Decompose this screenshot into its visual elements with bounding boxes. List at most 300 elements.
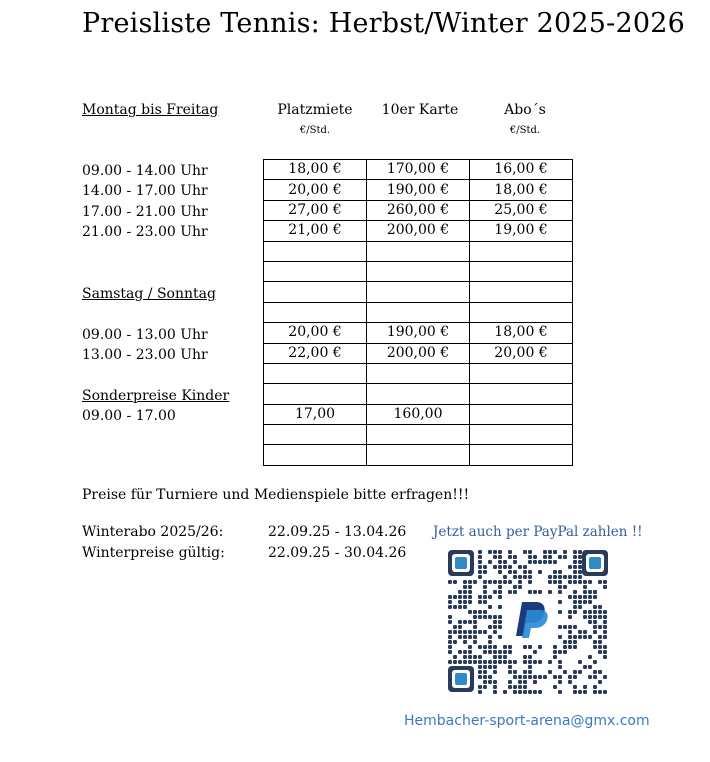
row-label-kids-1: 09.00 - 17.00 [82,408,176,424]
qr-module [473,580,477,584]
table-cell [264,384,367,404]
table-cell: 22,00 € [264,343,367,363]
qr-module [553,675,557,679]
qr-module [593,620,597,624]
qr-module [488,595,492,599]
qr-module [503,580,507,584]
qr-module [488,615,492,619]
qr-module [603,630,607,634]
qr-module [533,650,537,654]
qr-module [478,630,482,634]
table-row [264,261,573,281]
qr-module [598,580,602,584]
qr-module [468,610,472,614]
table-row [264,282,573,302]
qr-module [548,575,552,579]
qr-module [528,590,532,594]
qr-module [513,670,517,674]
table-cell: 18,00 € [470,180,573,200]
qr-module [503,565,507,569]
qr-module [598,645,602,649]
qr-module [463,580,467,584]
qr-module [513,685,517,689]
qr-module [488,625,492,629]
qr-module [583,690,587,694]
qr-module [523,550,527,554]
qr-module [488,550,492,554]
qr-module [573,590,577,594]
qr-module [508,665,512,669]
qr-module [488,650,492,654]
qr-module [568,575,572,579]
qr-module [488,675,492,679]
qr-module [463,590,467,594]
qr-module [568,610,572,614]
qr-module [483,665,487,669]
column-header-platzmiete: Platzmiete [277,102,353,118]
qr-module [553,650,557,654]
table-cell: 170,00 € [367,160,470,180]
qr-module [573,600,577,604]
qr-module [473,625,477,629]
qr-module [538,675,542,679]
qr-module [523,680,527,684]
qr-module [478,555,482,559]
qr-module [468,620,472,624]
qr-module [523,685,527,689]
qr-module [563,585,567,589]
qr-module [498,580,502,584]
table-cell [470,384,573,404]
qr-module [463,605,467,609]
qr-module [528,665,532,669]
qr-module [493,620,497,624]
qr-module [598,640,602,644]
qr-module [593,615,597,619]
qr-module [478,690,482,694]
qr-module [593,595,597,599]
qr-module [553,575,557,579]
qr-module [573,555,577,559]
qr-module [548,550,552,554]
qr-module [493,615,497,619]
qr-module [528,580,532,584]
qr-module [573,595,577,599]
qr-module [533,675,537,679]
qr-module [458,660,462,664]
qr-module [463,635,467,639]
qr-module [498,590,502,594]
qr-module [593,670,597,674]
qr-module [468,650,472,654]
qr-module [468,655,472,659]
qr-module [483,610,487,614]
qr-module [588,610,592,614]
qr-module [453,580,457,584]
row-label-weekend-1: 09.00 - 13.00 Uhr [82,327,208,343]
qr-module [558,660,562,664]
qr-module [483,590,487,594]
qr-module [478,660,482,664]
qr-module [558,585,562,589]
qr-module [548,555,552,559]
table-cell [470,445,573,465]
table-row [264,404,573,424]
qr-module [458,635,462,639]
table-cell [264,261,367,281]
qr-module [513,575,517,579]
qr-module [548,560,552,564]
qr-module [543,555,547,559]
qr-module [493,660,497,664]
qr-module [453,630,457,634]
qr-module [488,560,492,564]
table-row [264,445,573,465]
qr-module [478,570,482,574]
qr-module [498,595,502,599]
qr-module [483,615,487,619]
table-cell [367,384,470,404]
table-cell [470,404,573,424]
qr-module [583,590,587,594]
qr-finder-top-right-icon [582,550,608,576]
qr-module [453,625,457,629]
qr-module [518,565,522,569]
row-label-weekday-1: 09.00 - 14.00 Uhr [82,163,208,179]
qr-module [498,605,502,609]
qr-module [578,600,582,604]
qr-module [463,600,467,604]
qr-module [508,550,512,554]
qr-module [603,645,607,649]
qr-module [593,590,597,594]
winterpreise-dates: 22.09.25 - 30.04.26 [268,545,407,561]
qr-module [573,675,577,679]
qr-module [578,670,582,674]
table-cell [367,363,470,383]
qr-module [453,660,457,664]
qr-module [518,585,522,589]
qr-module [603,635,607,639]
qr-module [598,650,602,654]
table-cell [367,445,470,465]
qr-module [483,670,487,674]
qr-module [598,690,602,694]
qr-module [523,690,527,694]
qr-module [573,550,577,554]
qr-module [448,645,452,649]
table-cell [367,425,470,445]
qr-module [478,600,482,604]
qr-module [528,690,532,694]
qr-module [493,650,497,654]
qr-module [463,650,467,654]
table-cell [264,445,367,465]
qr-module [498,655,502,659]
contact-email: Hembacher-sport-arena@gmx.com [404,713,650,729]
qr-module [493,565,497,569]
qr-module [483,650,487,654]
qr-module [478,575,482,579]
qr-module [508,670,512,674]
table-cell [470,363,573,383]
table-row [264,302,573,322]
qr-module [573,565,577,569]
qr-module [468,600,472,604]
qr-module [578,660,582,664]
qr-module [498,550,502,554]
qr-module [518,680,522,684]
qr-module [503,645,507,649]
qr-module [543,675,547,679]
qr-module [448,580,452,584]
table-cell [470,282,573,302]
qr-module [548,660,552,664]
qr-module [493,670,497,674]
qr-module [453,605,457,609]
qr-module [478,665,482,669]
qr-module [603,610,607,614]
qr-module [578,550,582,554]
qr-module [513,660,517,664]
qr-module [483,685,487,689]
qr-module [478,685,482,689]
qr-module [558,680,562,684]
qr-module [473,615,477,619]
qr-module [483,580,487,584]
qr-module [543,560,547,564]
paypal-note: Jetzt auch per PayPal zahlen !! [433,524,643,540]
table-cell [470,425,573,445]
qr-module [498,570,502,574]
qr-module [518,675,522,679]
table-row [264,384,573,404]
qr-module [508,580,512,584]
table-row [264,180,573,200]
qr-module [513,555,517,559]
qr-module [493,580,497,584]
qr-module [568,640,572,644]
qr-module [603,580,607,584]
qr-module [448,605,452,609]
qr-module [448,630,452,634]
qr-module [473,620,477,624]
qr-module [458,630,462,634]
table-cell [264,425,367,445]
qr-module [493,685,497,689]
qr-module [498,555,502,559]
qr-module [573,635,577,639]
qr-module [498,585,502,589]
qr-module [573,610,577,614]
qr-module [473,655,477,659]
table-cell [264,241,367,261]
qr-module [558,570,562,574]
qr-module [453,595,457,599]
qr-module [563,550,567,554]
qr-module [508,680,512,684]
table-row [264,160,573,180]
qr-module [523,660,527,664]
qr-module [598,610,602,614]
qr-module [568,630,572,634]
qr-module [553,560,557,564]
qr-module [513,590,517,594]
qr-module [553,580,557,584]
qr-module [503,690,507,694]
qr-module [573,670,577,674]
qr-module [603,585,607,589]
qr-module [498,635,502,639]
qr-module [493,625,497,629]
qr-module [593,685,597,689]
unit-platzmiete: €/Std. [299,125,331,136]
qr-module [568,675,572,679]
table-row [264,343,573,363]
qr-module [498,565,502,569]
qr-module [598,615,602,619]
qr-module [593,630,597,634]
qr-module [513,560,517,564]
qr-module [593,625,597,629]
qr-module [508,685,512,689]
table-cell: 20,00 € [264,180,367,200]
paypal-qr-code-icon [446,548,610,694]
table-cell: 20,00 € [470,343,573,363]
qr-module [528,655,532,659]
qr-module [578,575,582,579]
qr-module [458,595,462,599]
qr-module [488,635,492,639]
qr-module [473,610,477,614]
qr-module [498,660,502,664]
qr-module [558,635,562,639]
qr-module [463,660,467,664]
qr-module [488,580,492,584]
table-cell [367,261,470,281]
qr-module [553,570,557,574]
qr-module [583,635,587,639]
qr-module [483,680,487,684]
qr-module [573,640,577,644]
qr-module [528,670,532,674]
table-cell: 190,00 € [367,323,470,343]
qr-module [478,670,482,674]
qr-module [588,600,592,604]
qr-module [583,600,587,604]
qr-module [458,600,462,604]
qr-module [548,590,552,594]
qr-module [473,640,477,644]
qr-module [533,690,537,694]
qr-module [538,590,542,594]
qr-module [453,655,457,659]
qr-module [573,605,577,609]
qr-module [583,580,587,584]
qr-module [553,685,557,689]
qr-module [573,575,577,579]
qr-module [593,645,597,649]
qr-module [478,655,482,659]
qr-module [593,660,597,664]
qr-module [548,670,552,674]
qr-module [463,585,467,589]
table-cell: 160,00 [367,404,470,424]
unit-abos: €/Std. [509,125,541,136]
qr-module [543,550,547,554]
qr-module [458,590,462,594]
qr-module [588,655,592,659]
qr-module [578,635,582,639]
qr-module [593,605,597,609]
qr-module [468,660,472,664]
qr-module [558,625,562,629]
qr-module [558,600,562,604]
qr-module [588,595,592,599]
qr-module [493,690,497,694]
qr-module [483,660,487,664]
qr-module [508,570,512,574]
qr-module [448,600,452,604]
qr-module [493,665,497,669]
qr-module [558,650,562,654]
qr-module [563,650,567,654]
qr-module [468,580,472,584]
qr-module [528,645,532,649]
qr-module [558,690,562,694]
qr-module [588,590,592,594]
qr-module [533,555,537,559]
qr-module [533,680,537,684]
qr-module [513,570,517,574]
qr-module [488,640,492,644]
qr-module [603,620,607,624]
table-cell [264,282,367,302]
qr-module [558,665,562,669]
qr-module [488,605,492,609]
table-row [264,221,573,241]
qr-module [523,675,527,679]
qr-module [593,675,597,679]
qr-module [483,565,487,569]
qr-module [578,570,582,574]
qr-module [578,555,582,559]
qr-module [598,635,602,639]
table-cell [367,241,470,261]
qr-module [568,625,572,629]
table-cell: 19,00 € [470,221,573,241]
table-cell: 17,00 [264,404,367,424]
qr-module [483,595,487,599]
table-cell: 20,00 € [264,323,367,343]
qr-module [448,615,452,619]
table-cell [470,302,573,322]
qr-module [468,595,472,599]
qr-module [528,555,532,559]
qr-module [458,650,462,654]
qr-module [563,670,567,674]
qr-module [473,630,477,634]
qr-module [568,635,572,639]
table-cell: 18,00 € [264,160,367,180]
qr-module [588,675,592,679]
qr-module [523,645,527,649]
qr-module [448,660,452,664]
qr-module [463,595,467,599]
qr-module [573,685,577,689]
qr-module [478,615,482,619]
winterabo-label: Winterabo 2025/26: [82,524,224,540]
